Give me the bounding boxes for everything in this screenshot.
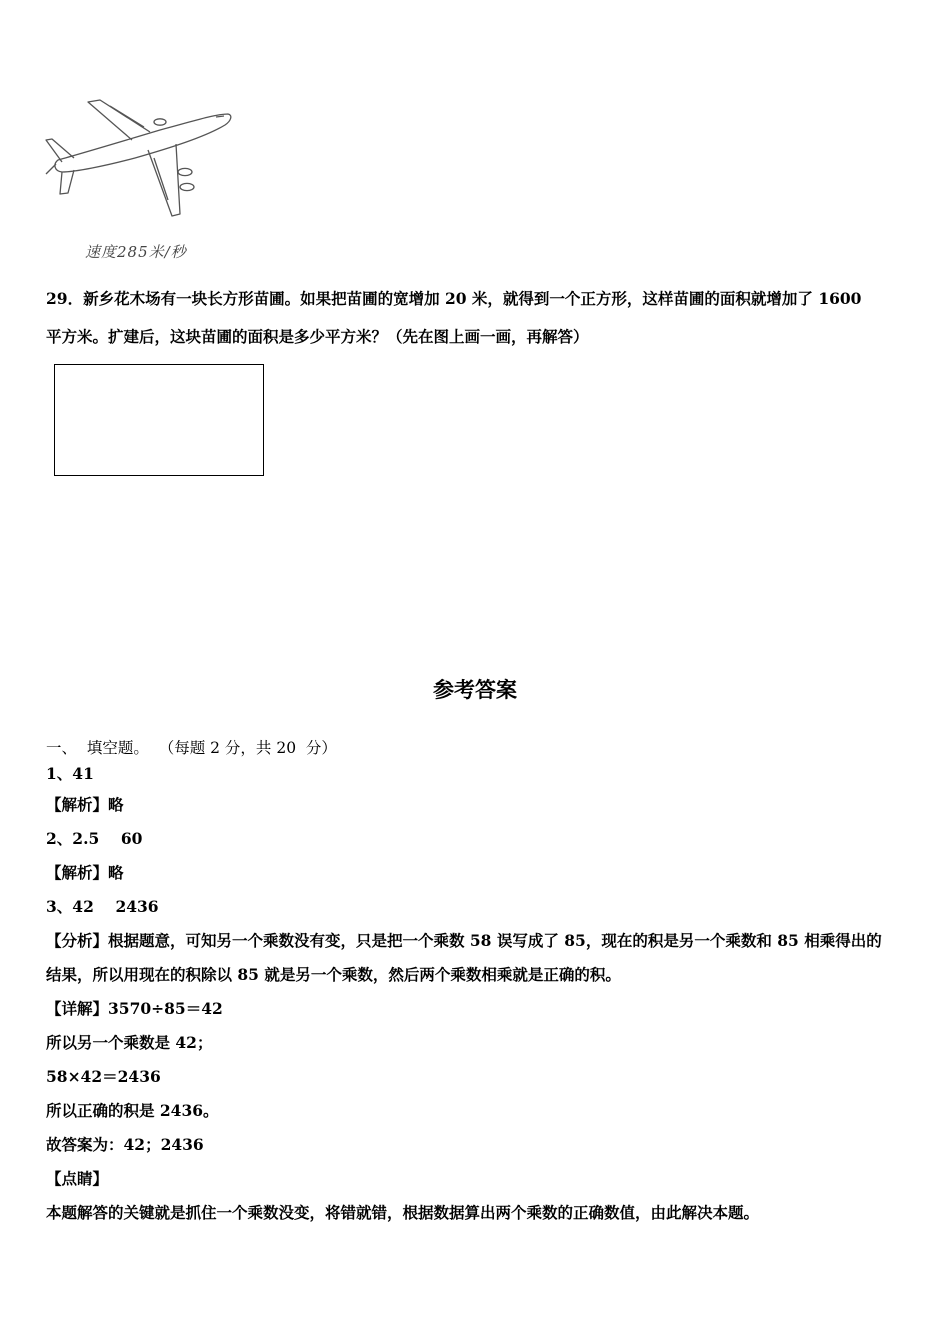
answer-line: 故答案为：42；2436 bbox=[46, 1135, 204, 1154]
answer-line: 3、42 2436 bbox=[46, 897, 159, 916]
answer-line: 本题解答的关键就是抓住一个乘数没变，将错就错，根据数据算出两个乘数的正确数值，由此解决本题。 bbox=[46, 1203, 760, 1222]
answer-line: 【详解】3570÷85＝42 bbox=[46, 999, 223, 1018]
answers-title: 参考答案 bbox=[433, 677, 517, 702]
question-29-line-2: 平方米。扩建后，这块苗圃的面积是多少平方米？（先在图上画一画，再解答） bbox=[46, 327, 589, 346]
answer-line: 所以另一个乘数是 42； bbox=[46, 1033, 213, 1052]
answer-line: 【点睛】 bbox=[46, 1169, 109, 1188]
question-29-line-1: 29．新乡花木场有一块长方形苗圃。如果把苗圃的宽增加 20 米，就得到一个正方形，这样苗圃的面积就增加了 1600 bbox=[46, 289, 862, 308]
answer-line: 所以正确的积是 2436。 bbox=[46, 1101, 219, 1120]
answer-line: 【解析】略 bbox=[46, 795, 124, 814]
answers-section bbox=[46, 736, 910, 1230]
speed-caption: 速度285米/秒 bbox=[85, 243, 187, 261]
answer-line: 58×42＝2436 bbox=[46, 1067, 161, 1086]
rectangle-figure[interactable] bbox=[54, 364, 264, 476]
answer-line: 1、41 bbox=[46, 764, 94, 783]
section-header: 一、 填空题。 （每题 2 分，共 20 分） bbox=[46, 739, 337, 757]
answer-line: 【解析】略 bbox=[46, 863, 124, 882]
question-29 bbox=[46, 280, 906, 356]
answer-line: 结果，所以用现在的积除以 85 就是另一个乘数，然后两个乘数相乘就是正确的积。 bbox=[46, 965, 621, 984]
answer-line: 2、2.5 60 bbox=[46, 829, 143, 848]
answer-line: 【分析】根据题意，可知另一个乘数没有变，只是把一个乘数 58 误写成了 85，现在的积是另一个乘数和 85 相乘得出的 bbox=[46, 931, 882, 950]
airplane-illustration bbox=[40, 92, 240, 222]
